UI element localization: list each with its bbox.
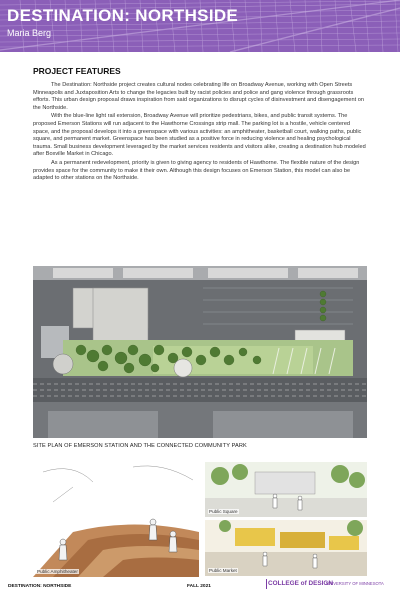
paragraph-intro: The Destination: Northside project creates cultural nodes celebrating life on Broadway Avenue, working with Open Streets Minneapolis and Juxtaposition Arts to change the legacies built by racist policies and police and gang violence through grassroots efforts. This urban design proposal draws inspiration from said organizations to disrupt cycles of disinvestment and disengagement on the Northside. [33, 82, 364, 111]
paragraph-transit: With the blue-line light rail extension, Broadway Avenue will prioritize pedestrians, bikes, and public transit systems. The proposed Emerson Stations will run adjacent to the Hawthorne Crossings strip mall. The parking lot is a hostile, vehicle centered space, and the proposal develops it into a greenspace with various activities: an amphitheater, basketball court, walking paths, public square, and permanent market. Greenspace has been studied as a positive force in reducing violence and healing psychological trauma. Small business development leveraged by the market services residents and visitors alike, creating a destination hub modeled after Boxville Market in Chicago. [33, 113, 366, 158]
section-heading: PROJECT FEATURES [33, 66, 121, 76]
amphitheater-rendering [33, 462, 199, 577]
project-features-section [33, 66, 367, 184]
poster-title: DESTINATION: NORTHSIDE [7, 6, 239, 25]
author-name: Maria Berg [7, 28, 52, 38]
site-plan-image [33, 266, 367, 438]
header-banner [0, 0, 400, 52]
footer-college-logo: COLLEGE of DESIGN [268, 580, 333, 587]
market-rendering [205, 520, 367, 576]
footer-divider [266, 579, 267, 589]
market-label: Public Market [209, 568, 237, 573]
site-plan-caption: SITE PLAN OF EMERSON STATION AND THE CONNECTED COMMUNITY PARK [33, 443, 247, 449]
amphitheater-illustration [33, 462, 199, 577]
footer-project-name: DESTINATION: NORTHSIDE [8, 584, 72, 589]
square-label: Public Square [209, 509, 238, 514]
paragraph-redevelopment: As a permanent redevelopment, priority is given to giving agency to residents of Hawthorne. The flexible nature of the design provides space for the community to make it their own. Although this design focuses on Emerson Station, this model can also be adapted to other stations on the Northside. [33, 159, 360, 182]
footer [0, 576, 400, 600]
square-rendering [205, 462, 367, 517]
footer-university: UNIVERSITY OF MINNESOTA [326, 581, 384, 586]
footer-term: FALL 2021 [187, 584, 211, 589]
amphitheater-label: Public Amphitheater [37, 569, 78, 574]
